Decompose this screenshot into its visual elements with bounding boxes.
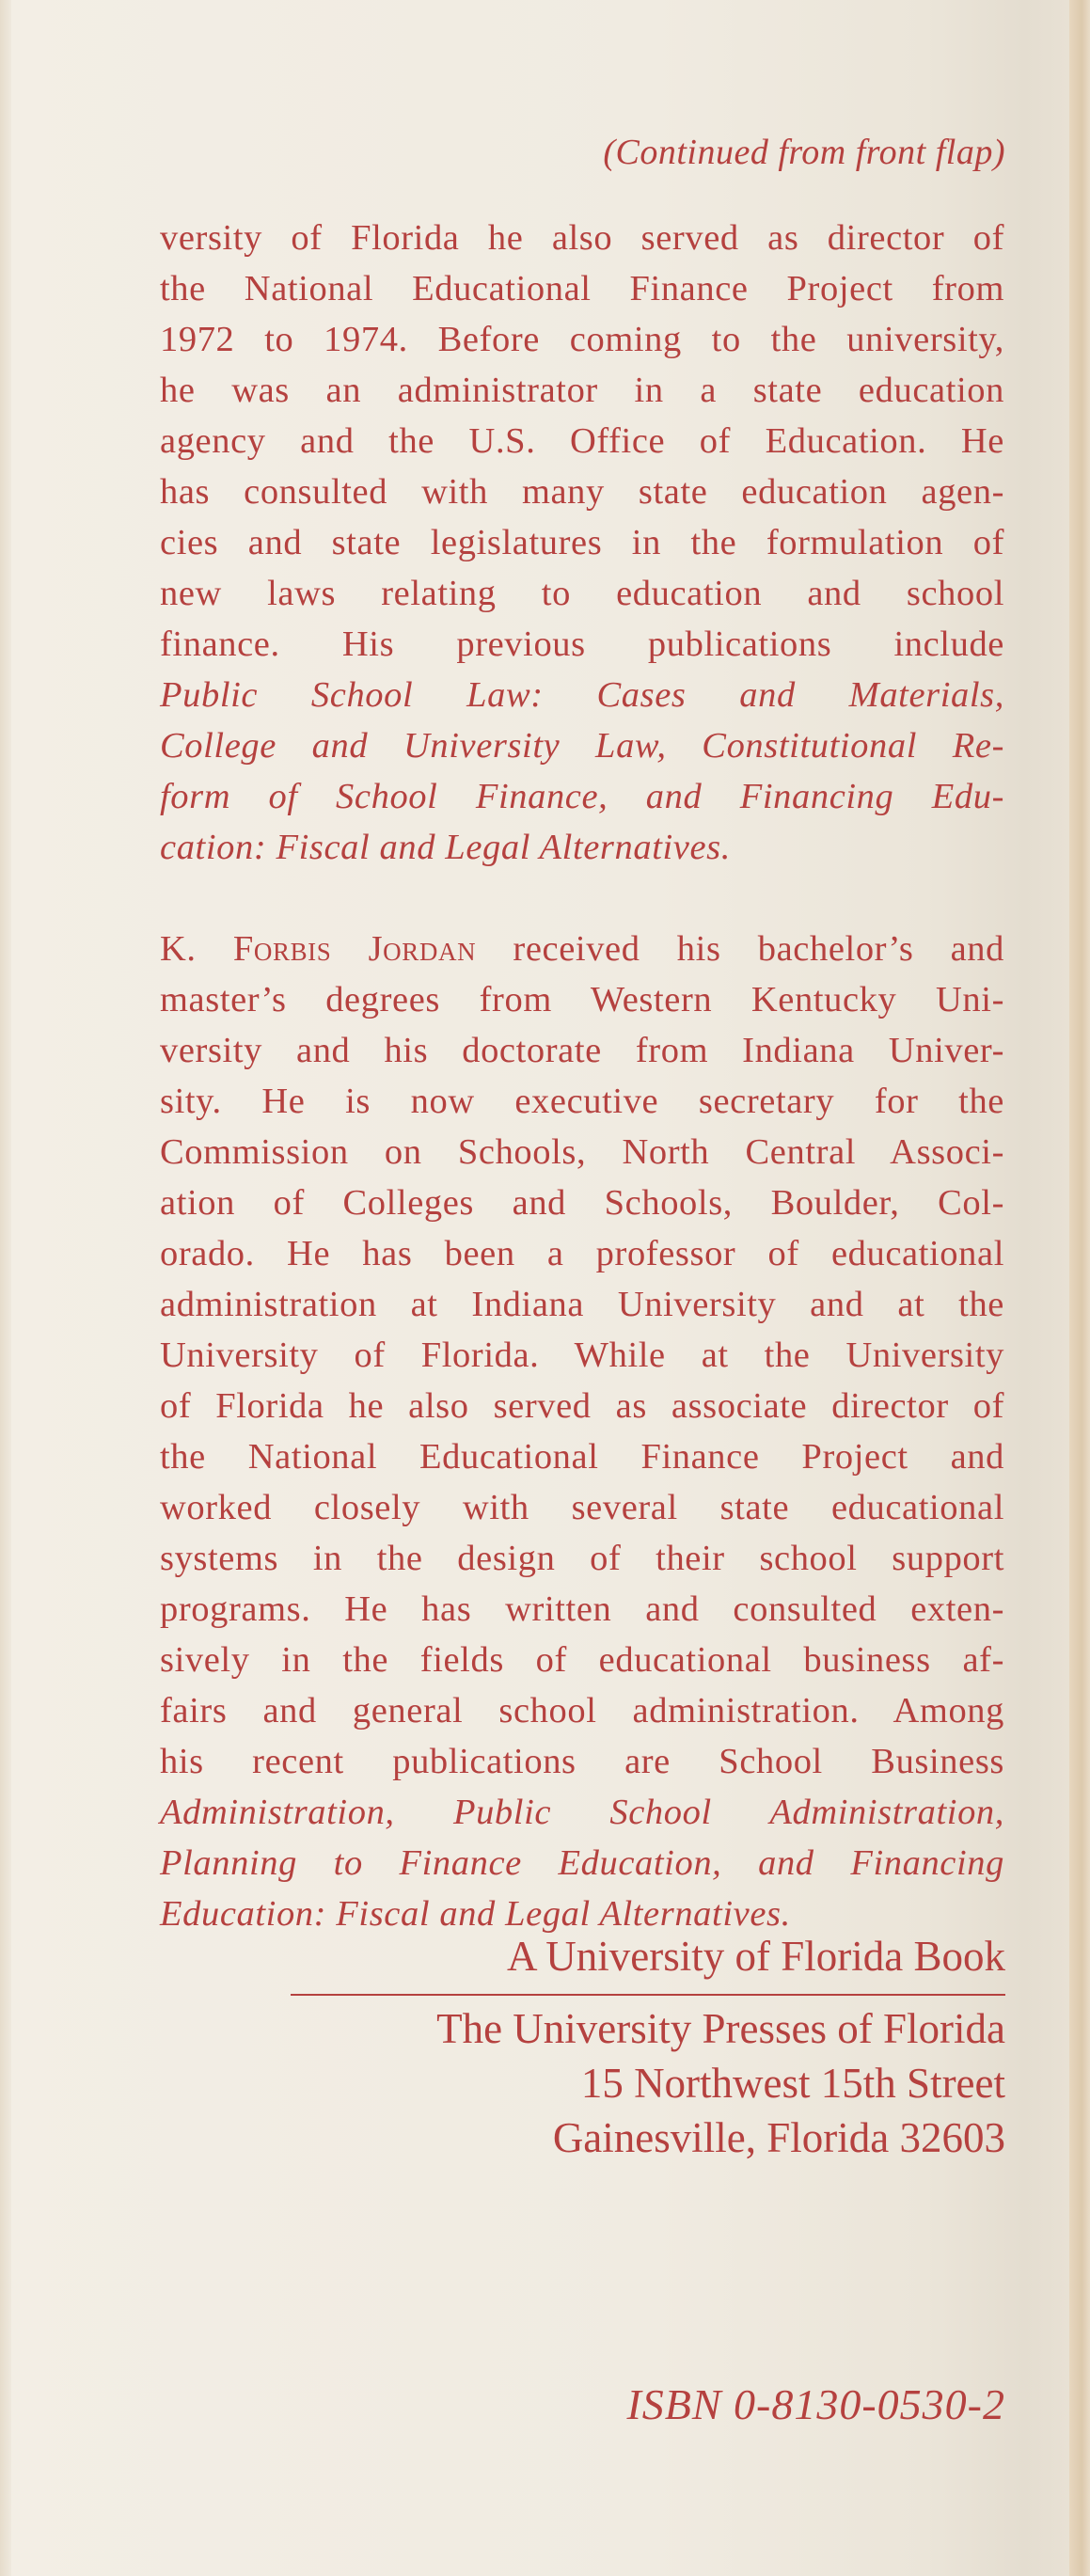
flap-fold-strip [1069,0,1090,2576]
bio2-line: sity. He is now executive secretary for the [160,1082,1004,1121]
bio1-line: he was an administrator in a state education [160,371,1004,410]
bio2-line: ation of Colleges and Schools, Boulder, Col- [160,1183,1004,1223]
bio2-line: versity and his doctorate from Indiana Univer- [160,1031,1004,1070]
bio1-line: cies and state legislatures in the formulation of [160,523,1004,562]
bio2-line: Education: Fiscal and Legal Alternatives. [160,1894,791,1934]
author-name: K. Forbis Jordan [160,929,477,969]
publisher-street: 15 Northwest 15th Street [580,2060,1005,2107]
bio2-line: Administration, Public School Administration, [160,1793,1004,1832]
bio2-line: administration at Indiana University and at the [160,1285,1004,1324]
bio2-line: worked closely with several state educational [160,1488,1004,1527]
author-bio-1 [160,213,1004,873]
bio2-first-line [160,924,1004,974]
bio1-line: has consulted with many state education agen- [160,472,1004,512]
bio2-line: of Florida he also served as associate director of [160,1386,1004,1426]
bio1-line: finance. His previous publications include [160,624,1004,664]
publisher-block [291,2001,1005,2165]
bio1-line: versity of Florida he also served as director of [160,218,1004,258]
bio2-line: systems in the design of their school support [160,1539,1004,1578]
bio2-line: Planning to Finance Education, and Financing [160,1843,1004,1883]
bio2-line: his recent publications are School Business [160,1742,1004,1781]
bio1-line: College and University Law, Constitutional Re- [160,726,1004,766]
bio1-line: cation: Fiscal and Legal Alternatives. [160,828,731,867]
bio1-line: new laws relating to education and school [160,574,1004,613]
author-bio-2 [160,924,1004,1939]
bio2-line: University of Florida. While at the University [160,1335,1004,1375]
bio1-line: the National Educational Finance Project from [160,269,1004,308]
bio1-line: form of School Finance, and Financing Edu- [160,777,1004,816]
bio2-line: Commission on Schools, North Central Associ- [160,1132,1004,1172]
bio2-line: orado. He has been a professor of educational [160,1234,1004,1273]
bio1-line: agency and the U.S. Office of Education. He [160,421,1004,461]
bio2-line: fairs and general school administration. Among [160,1691,1004,1731]
flap-left-edge [0,0,11,2576]
bio2-line: programs. He has written and consulted exten- [160,1589,1004,1629]
bio2-line: the National Educational Finance Project and [160,1437,1004,1477]
bio2-first-line-rest: received his bachelor’s and [476,929,1005,969]
publisher-city: Gainesville, Florida 32603 [552,2114,1005,2161]
bio2-line: master’s degrees from Western Kentucky Uni- [160,980,1004,1019]
isbn: ISBN 0-8130-0530-2 [626,2380,1005,2428]
continued-note: (Continued from front flap) [603,133,1005,172]
bio1-line: 1972 to 1974. Before coming to the university, [160,320,1004,359]
series-title: A University of Florida Book [291,1928,1005,1996]
bio1-line: Public School Law: Cases and Materials, [160,675,1004,715]
bio2-line: sively in the fields of educational business af- [160,1640,1004,1680]
publisher-name: The University Presses of Florida [436,2005,1005,2052]
